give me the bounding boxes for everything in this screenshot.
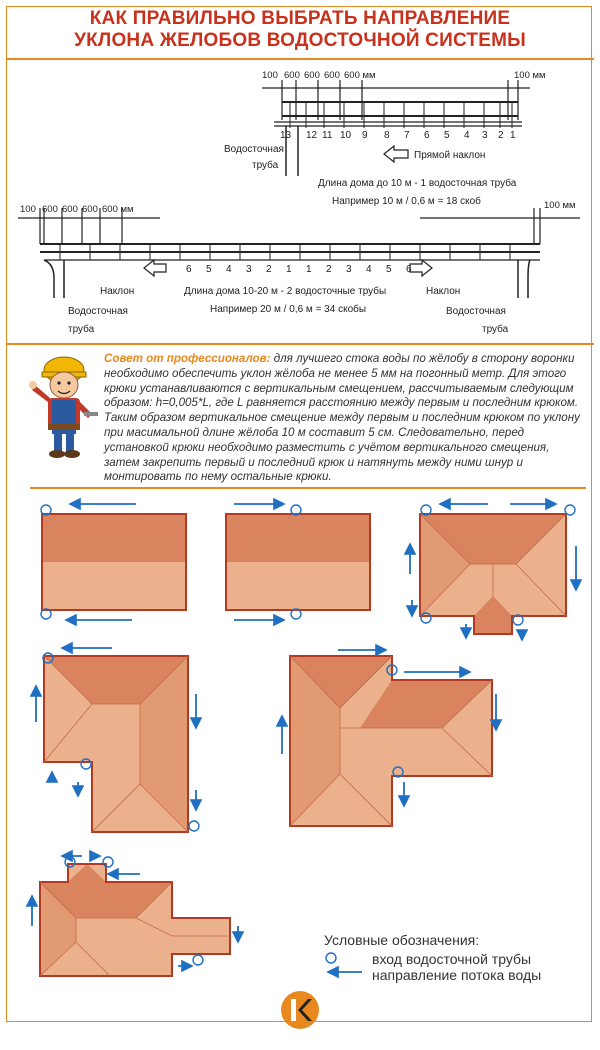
title-line-2: УКЛОНА ЖЕЛОБОВ ВОДОСТОЧНОЙ СИСТЕМЫ (74, 30, 526, 51)
d1-hook-number: 12 (306, 130, 318, 141)
d1-hook-number: 7 (404, 130, 410, 141)
d2-hook-number: 4 (226, 264, 232, 275)
worker-mascot-icon (24, 352, 104, 462)
d2-spacing-1: 100 (20, 204, 36, 215)
title-line-1: КАК ПРАВИЛЬНО ВЫБРАТЬ НАПРАВЛЕНИЕ (89, 8, 511, 29)
d2-hook-number: 6 (406, 264, 412, 275)
d1-spacing-5: 600 мм (344, 70, 376, 81)
d1-spacing-3: 600 (304, 70, 320, 81)
page-title (6, 8, 594, 52)
d2-pipe-left-2: труба (68, 324, 95, 335)
d2-length-text: Длина дома 10-20 м - 2 водосточные трубы (184, 286, 387, 297)
d1-pipe-label-2: труба (252, 160, 279, 171)
d2-hook-number: 4 (366, 264, 372, 275)
brand-logo-icon (280, 990, 320, 1030)
d2-right-spacing: 100 мм (544, 200, 576, 211)
roof-plan-t-shape (290, 656, 492, 826)
d2-hook-number: 1 (306, 264, 312, 275)
d2-hook-number: 2 (266, 264, 272, 275)
legend-flow-label: направление потока воды (372, 967, 542, 983)
d2-example-text: Например 20 м / 0,6 м = 34 скобы (210, 304, 367, 315)
d1-hook-number: 11 (322, 130, 333, 141)
d1-hook-number: 1 (510, 130, 516, 141)
roof-plan-gable-2 (226, 514, 370, 610)
d2-hook-number: 5 (386, 264, 392, 275)
d2-spacing-2: 600 (42, 204, 58, 215)
d1-hook-number: 9 (362, 130, 368, 141)
d2-pipe-right-2: труба (482, 324, 509, 335)
d1-pipe-label-1: Водосточная (224, 144, 284, 155)
d2-hook-number: 6 (186, 264, 192, 275)
d2-hook-number: 3 (246, 264, 252, 275)
d1-hook-number: 13 (280, 130, 292, 141)
d2-hook-number: 5 (206, 264, 212, 275)
legend-pipe-entry-icon (326, 953, 336, 963)
roof-plan-gable-1 (42, 514, 186, 610)
d1-spacing-2: 600 (284, 70, 300, 81)
d2-spacing-3: 600 (62, 204, 78, 215)
d2-spacing-5: 600 мм (102, 204, 134, 215)
pro-tip-lead: Совет от профессионалов: (104, 352, 271, 365)
d2-hook-number: 2 (326, 264, 332, 275)
d1-hook-number: 4 (464, 130, 470, 141)
d1-hook-number: 3 (482, 130, 488, 141)
d1-hook-number: 5 (444, 130, 450, 141)
pro-tip-text (104, 352, 586, 485)
d2-hook-number: 3 (346, 264, 352, 275)
roof-plan-hip-notch (420, 514, 566, 634)
d2-spacing-4: 600 (82, 204, 98, 215)
d2-hook-number: 1 (286, 264, 292, 275)
roof-plan-complex (40, 864, 230, 976)
d1-slope-label: Прямой наклон (414, 150, 486, 161)
d1-hook-number: 10 (340, 130, 352, 141)
d2-slope-left: Наклон (100, 286, 135, 297)
d1-hook-number: 6 (424, 130, 430, 141)
d1-example-text: Например 10 м / 0,6 м = 18 скоб (332, 196, 481, 207)
d1-length-text: Длина дома до 10 м - 1 водосточная труба (318, 178, 517, 189)
d2-pipe-right-1: Водосточная (446, 306, 506, 317)
legend-title: Условные обозначения: (324, 932, 480, 948)
d1-spacing-1: 100 (262, 70, 278, 81)
d1-spacing-4: 600 (324, 70, 340, 81)
d1-right-spacing: 100 мм (514, 70, 546, 81)
divider-middle (6, 343, 594, 345)
d1-hook-number: 2 (498, 130, 504, 141)
roof-plan-l-shape (44, 656, 188, 832)
d1-hook-number: 8 (384, 130, 390, 141)
pro-tip-body: для лучшего стока воды по жёлобу в сторону воронки необходимо обеспечить уклон жёлоба не менее 5 мм на погонный метр. Для этого крюки устанавливаются с вертикальным смещением, рассчитываемым следующим образом: h=0,005*L, где L равняется расстоянию между первым и последним крюком. Таким образом вертикальное смещение между первым и последним крюком по уклону при масимальной длине жёлоба 10 м составит 5 см. Следовательно, перед установкой крюки необходимо разместить с учётом вертикального смещения, затем закрепить первый и последний крюк и натянуть между ними шнур и монтировать по нему остальные крюки. (104, 352, 580, 484)
divider-lower (30, 487, 586, 489)
legend-pipe-entry-label: вход водосточной трубы (372, 951, 532, 967)
d2-pipe-left-1: Водосточная (68, 306, 128, 317)
d2-slope-right: Наклон (426, 286, 461, 297)
